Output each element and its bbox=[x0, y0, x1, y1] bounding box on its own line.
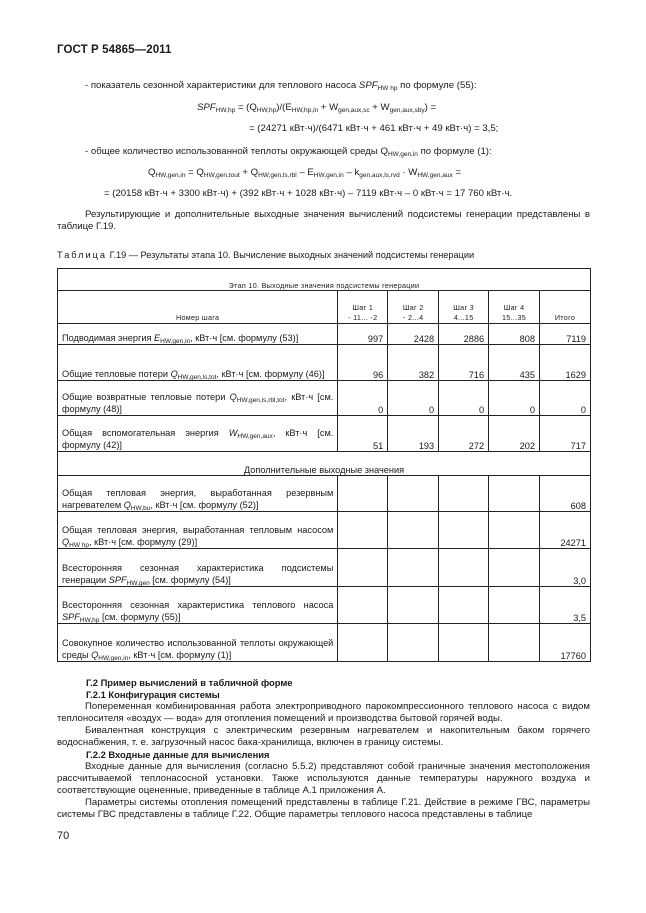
table-caption: Таблица Г.19 — Результаты этапа 10. Вычисление выходных значений подсистемы генерации bbox=[57, 250, 475, 260]
cell-total: 7119 bbox=[540, 324, 591, 345]
table-row bbox=[58, 549, 591, 587]
results-paragraph: Результирующие и дополнительные выходные значения вычислений подсистемы генерации представлены в таблице Г.19. bbox=[57, 209, 590, 232]
cell-total: 24271 bbox=[540, 512, 591, 549]
row-label: Общая вспомогательная энергия $W_{HW,gen,aux}$, кВт·ч [см. формулу (42)] bbox=[58, 416, 338, 452]
row-label: Подводимая энергия $E_{HW,gen,in}$, кВт·ч [см. формулу (53)] bbox=[58, 324, 338, 345]
cell-value: 435 bbox=[489, 345, 540, 381]
row-label: Общие возвратные тепловые потери $Q_{HW,gen,ls,rbl,tot}$, кВт·ч [см. формулу (48)] bbox=[58, 381, 338, 416]
row-label: Общая тепловая энергия, выработанная тепловым насосом $Q_{HW hp}$, кВт·ч [см. формулу (29)] bbox=[58, 512, 338, 549]
total-header: Итого bbox=[540, 291, 591, 324]
row-label: Совокупное количество использованной теплоты окружающей среды $Q_{HW,gen,in}$, кВт·ч [см. формулу (1)] bbox=[58, 624, 338, 662]
cell-total: 17760 bbox=[540, 624, 591, 662]
row-label: Общие тепловые потери $Q_{HW,gen,ls,tot}$, кВт·ч [см. формулу (46)] bbox=[58, 345, 338, 381]
section-g21-heading: Г.2.1 Конфигурация системы bbox=[86, 689, 220, 700]
page-number: 70 bbox=[57, 830, 70, 842]
document-header: ГОСТ Р 54865—2011 bbox=[57, 44, 172, 56]
cell-total: 608 bbox=[540, 476, 591, 512]
formula-ambient-values: = (20158 кВт·ч + 3300 кВт·ч) + (392 кВт·ч + 1028 кВт·ч) – 7119 кВт·ч – 0 кВт·ч = 17 760 кВт·ч. bbox=[104, 188, 513, 199]
cell-value: 2428 bbox=[388, 324, 439, 345]
cell-total: 1629 bbox=[540, 345, 591, 381]
cell-value: 193 bbox=[388, 416, 439, 452]
cell-value: 382 bbox=[388, 345, 439, 381]
cell-value: 0 bbox=[388, 381, 439, 416]
section-g22-heading: Г.2.2 Входные данные для вычисления bbox=[86, 749, 270, 760]
cell-value: 0 bbox=[489, 381, 540, 416]
table-row bbox=[58, 381, 591, 416]
additional-values-header: Дополнительные выходные значения bbox=[58, 452, 591, 476]
table-row bbox=[58, 512, 591, 549]
table-row bbox=[58, 476, 591, 512]
cell-total: 0 bbox=[540, 381, 591, 416]
step-number-header: Номер шага bbox=[58, 291, 338, 324]
g21-paragraph-2: Бивалентная конструкция с электрическим резервным нагревателем и накопительным баком горячего водоснабжения, т. е. загрузочный насос бака-хранилища, включен в границу системы. bbox=[57, 725, 590, 748]
formula-spf-values: = (24271 кВт·ч)/(6471 кВт·ч + 461 кВт·ч + 49 кВт·ч) = 3,5; bbox=[249, 123, 499, 134]
row-label: Всесторонняя сезонная характеристика подсистемы генерации $SPF_{HW,gen}$ [см. формулу (54)] bbox=[58, 549, 338, 587]
g22-paragraph-2: Параметры системы отопления помещений представлены в таблице Г.21. Действие в режиме ГВС, параметры системы ГВС представлены в таблице Г.22. Общие параметры теплового насоса представлены в таблице bbox=[57, 797, 590, 820]
cell-value: 96 bbox=[338, 345, 388, 381]
section-g2-heading: Г.2 Пример вычислений в табличной форме bbox=[86, 677, 293, 688]
results-table bbox=[57, 268, 591, 662]
step-3-header: Шаг 3 4...15 bbox=[439, 291, 489, 324]
cell-total: 3,5 bbox=[540, 587, 591, 624]
cell-value: 997 bbox=[338, 324, 388, 345]
formula-spf: $SPF_{HW,hp} = (Q_{HW,hp})/(E_{HW,hp,in} + W_{gen,aux,sc} + W_{gen,aux,sby})$ = bbox=[197, 102, 437, 114]
cell-total: 3,0 bbox=[540, 549, 591, 587]
cell-value: 808 bbox=[489, 324, 540, 345]
step-4-header: Шаг 4 15...35 bbox=[489, 291, 540, 324]
cell-value: 2886 bbox=[439, 324, 489, 345]
cell-total: 717 bbox=[540, 416, 591, 452]
g22-paragraph-1: Входные данные для вычисления (согласно 5.5.2) представляют собой граничные значения местоположения рассчитываемой теплонасосной установки. Также используются данные температуры наружного воздуха и соответствующие оцененные, приведенные в таблице А.1 приложения А. bbox=[57, 761, 590, 796]
intro-spf-paragraph: - показатель сезонной характеристики для теплового насоса $SPF_{HW hp}$ по формуле (55): bbox=[85, 80, 477, 92]
cell-value: 0 bbox=[338, 381, 388, 416]
cell-value: 0 bbox=[439, 381, 489, 416]
table-row bbox=[58, 624, 591, 662]
intro-ambient-paragraph: - общее количество использованной теплоты окружающей среды $Q_{HW,gen,in}$ по формуле (1): bbox=[85, 146, 492, 158]
g21-paragraph-1: Попеременная комбинированная работа электроприводного парокомпрессионного теплового насоса с видом теплоносителя «воздух — вода» для отопления помещений и производства бытовой горячей воды. bbox=[57, 701, 590, 724]
table-row bbox=[58, 587, 591, 624]
table-top-header: Этап 10. Выходные значения подсистемы генерации bbox=[58, 269, 591, 291]
formula-ambient: $Q_{HW,gen,in} = Q_{HW,gen,tout} + Q_{HW,gen,ls,rbl} - E_{HW,gen,in} - k_{gen,aux,ls,rvd} \cdot W_{HW,gen,aux}$ = bbox=[148, 167, 462, 179]
row-label: Всесторонняя сезонная характеристика теплового насоса $SPF_{HW,hp}$ [см. формулу (55)] bbox=[58, 587, 338, 624]
step-1-header: Шаг 1 - 11... -2 bbox=[338, 291, 388, 324]
table-row bbox=[58, 416, 591, 452]
cell-value: 272 bbox=[439, 416, 489, 452]
table-row bbox=[58, 324, 591, 345]
table-row bbox=[58, 345, 591, 381]
cell-value: 51 bbox=[338, 416, 388, 452]
step-2-header: Шаг 2 - 2...4 bbox=[388, 291, 439, 324]
row-label: Общая тепловая энергия, выработанная резервным нагревателем $Q_{HW,bu}$, кВт·ч [см. формулу (52)] bbox=[58, 476, 338, 512]
cell-value: 202 bbox=[489, 416, 540, 452]
cell-value: 716 bbox=[439, 345, 489, 381]
